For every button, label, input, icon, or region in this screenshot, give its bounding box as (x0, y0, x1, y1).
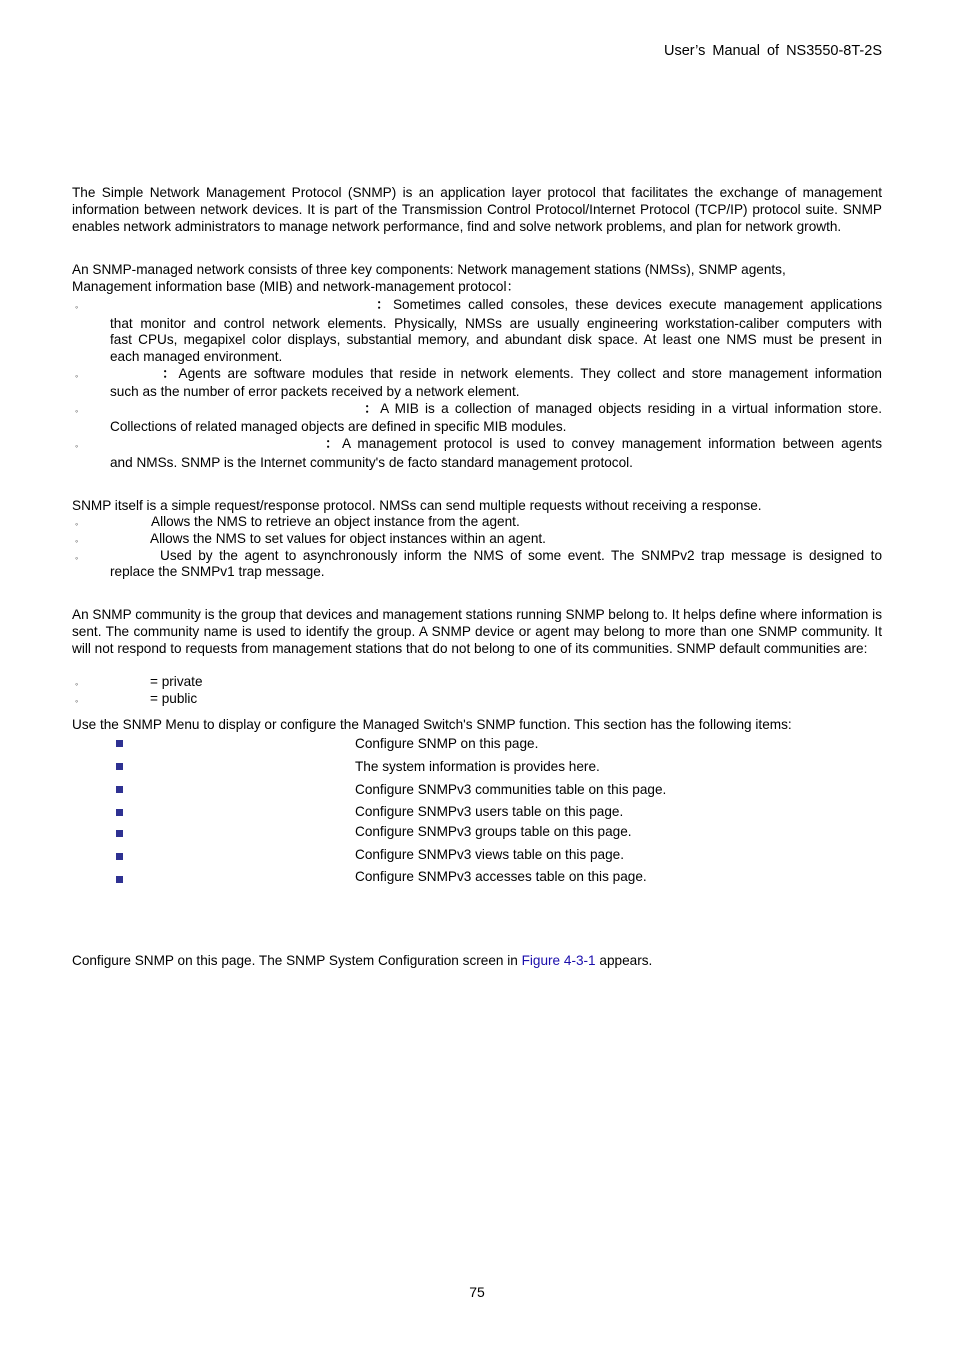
components-intro-line-2: Management information base (MIB) and network-management protocol： (72, 279, 521, 294)
bullet-circle-icon: ◦ (75, 302, 79, 312)
square-bullet-icon (116, 809, 123, 816)
menu-item-description: Configure SNMPv3 users table on this page. (355, 804, 624, 819)
write-community-text: = private (150, 674, 203, 689)
square-bullet-icon (116, 830, 123, 837)
page-number: 75 (469, 1284, 485, 1300)
bullet-circle-icon: ◦ (75, 553, 79, 563)
bullet-circle-icon: ◦ (75, 441, 79, 451)
system-config-text-before: Configure SNMP on this page. The SNMP System Configuration screen in (72, 953, 522, 968)
menu-item-description: Configure SNMPv3 accesses table on this page. (355, 869, 647, 884)
bullet-circle-icon: ◦ (75, 696, 79, 706)
square-bullet-icon (116, 740, 123, 747)
bullet-circle-icon: ◦ (75, 679, 79, 689)
community-paragraph: An SNMP community is the group that devices and management stations running SNMP belong to. It helps define where information is sent. The community name is used to identify the group. A SNMP device or agent may belong to more than one SNMP community. It will not respond to requests from management stations that do not belong to one of its communities. SNMP default communities are: (72, 607, 882, 656)
agents-line-1 (162, 366, 882, 383)
colon-mark: ： (376, 297, 393, 312)
bullet-circle-icon: ◦ (75, 371, 79, 381)
bullet-circle-icon: ◦ (75, 536, 79, 546)
colon-mark: ： (364, 401, 381, 416)
page-header: User’s Manual of NS3550-8T-2S (663, 43, 882, 59)
bullet-circle-icon: ◦ (75, 519, 79, 529)
menu-item-description: Configure SNMPv3 groups table on this page. (355, 824, 632, 839)
mib-description-1: A MIB is a collection of managed objects residing in a virtual information store. (380, 401, 882, 416)
read-community-text: = public (150, 691, 198, 706)
nms-line-2: that monitor and control network elements. Physically, NMSs are usually engineering workstation-caliber computers with (110, 316, 882, 331)
square-bullet-icon (116, 853, 123, 860)
nms-description-1: Sometimes called consoles, these devices execute management applications (392, 297, 883, 312)
menu-item-description: Configure SNMP on this page. (355, 736, 539, 751)
agents-line-2: such as the number of error packets received by a network element. (110, 384, 520, 399)
agents-description-1: Agents are software modules that reside in network elements. They collect and store management information (178, 366, 882, 381)
square-bullet-icon (116, 876, 123, 883)
trap-operation-line-2: replace the SNMPv1 trap message. (110, 564, 325, 579)
mib-line-2: Collections of related managed objects are defined in specific MIB modules. (110, 419, 567, 434)
components-intro-line-1: An SNMP-managed network consists of three key components: Network management stations (NMSs), SNMP agents, (72, 262, 786, 277)
system-configuration-paragraph (72, 953, 882, 970)
trap-operation-line-1: Used by the agent to asynchronously inform the NMS of some event. The SNMPv2 trap message is designed to (160, 548, 882, 563)
square-bullet-icon (116, 786, 123, 793)
nms-line-4: each managed environment. (110, 349, 283, 364)
nms-line-1 (376, 297, 882, 314)
protocol-line-1 (325, 436, 882, 453)
mib-line-1 (364, 401, 882, 418)
menu-item-description: Configure SNMPv3 views table on this page. (355, 847, 624, 862)
snmp-intro-paragraph: The Simple Network Management Protocol (SNMP) is an application layer protocol that facilitates the exchange of management information between network devices. It is part of the Transmission Control Protocol/Internet Protocol (TCP/IP) protocol suite. SNMP enables network administrators to manage network performance, find and solve network problems, and plan for network growth. (72, 185, 882, 234)
colon-mark: ： (325, 436, 342, 451)
operations-intro: SNMP itself is a simple request/response protocol. NMSs can send multiple requests without receiving a response. (72, 498, 762, 513)
bullet-circle-icon: ◦ (75, 406, 79, 416)
protocol-description-1: A management protocol is used to convey management information between agents (341, 436, 882, 451)
nms-line-3: fast CPUs, megapixel color displays, substantial memory, and abundant disk space. At least one NMS must be present in (110, 332, 882, 347)
system-config-text-after: appears. (595, 953, 653, 968)
square-bullet-icon (116, 763, 123, 770)
get-operation-text: Allows the NMS to retrieve an object instance from the agent. (151, 514, 520, 529)
colon-mark: ： (162, 366, 179, 381)
protocol-line-2: and NMSs. SNMP is the Internet community's de facto standard management protocol. (110, 455, 633, 470)
menu-intro: Use the SNMP Menu to display or configure the Managed Switch's SNMP function. This section has the following items: (72, 717, 792, 732)
menu-item-description: The system information is provides here. (355, 759, 600, 774)
figure-link[interactable]: Figure 4-3-1 (521, 953, 596, 968)
set-operation-text: Allows the NMS to set values for object instances within an agent. (150, 531, 546, 546)
menu-item-description: Configure SNMPv3 communities table on this page. (355, 782, 667, 797)
